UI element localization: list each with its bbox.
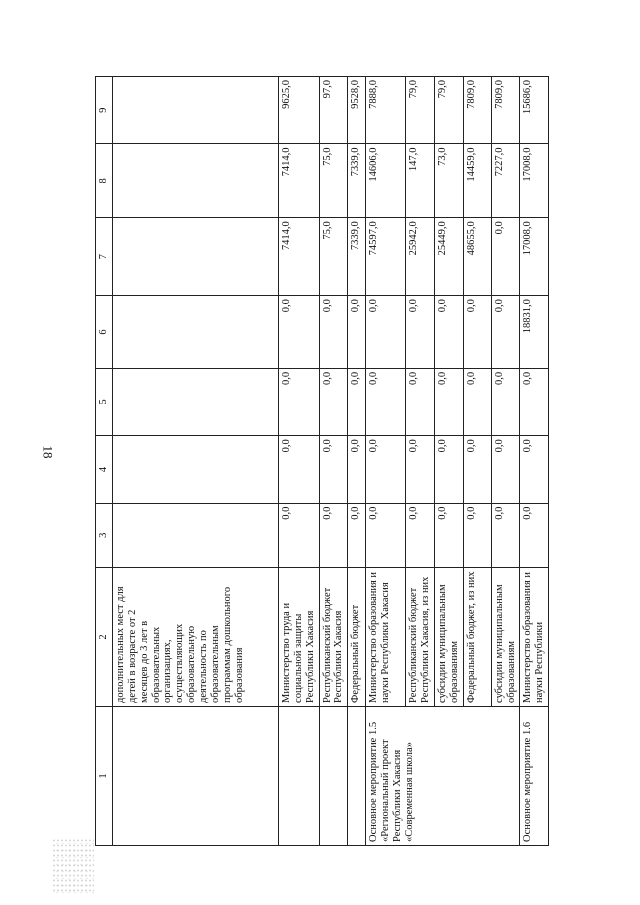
row-activity: Основное мероприятие 1.6 xyxy=(520,706,549,845)
row-value: 0,0 xyxy=(491,296,520,369)
row-value: 0,0 xyxy=(491,368,520,435)
table-row xyxy=(348,77,366,846)
row-value: 0,0 xyxy=(279,368,320,435)
row-funding-source: Министерство труда и социальной защиты Республики Хакасия xyxy=(279,567,320,706)
row-value: 7809,0 xyxy=(491,77,520,144)
row-value: 0,0 xyxy=(319,436,348,503)
row-value: 0,0 xyxy=(435,368,464,435)
row-funding-source: Республиканский бюджет Республики Хакасия, из них xyxy=(406,567,435,706)
row-value: 0,0 xyxy=(406,436,435,503)
header-col-5: 5 xyxy=(96,368,113,435)
table-row xyxy=(113,77,279,846)
row-value: 79,0 xyxy=(406,77,435,144)
rotated-table-wrapper xyxy=(95,76,546,846)
row-funding-source: субсидии муниципальным образованиям xyxy=(491,567,520,706)
row-activity: Основное мероприятие 1.5 «Региональный проект Республики Хакасия «Современная школа» xyxy=(366,706,520,845)
row-value: 73,0 xyxy=(435,144,464,218)
table-row xyxy=(279,77,320,846)
row-value: 0,0 xyxy=(348,503,366,567)
scan-noise xyxy=(52,838,94,894)
header-col-4: 4 xyxy=(96,436,113,503)
table-sheet xyxy=(95,76,546,846)
row-value: 0,0 xyxy=(348,368,366,435)
row-value: 0,0 xyxy=(406,296,435,369)
row-value: 0,0 xyxy=(319,296,348,369)
row-value xyxy=(113,503,279,567)
row-activity xyxy=(279,706,320,845)
row-funding-source: субсидии муниципальным образованиям xyxy=(435,567,464,706)
row-value: 14606,0 xyxy=(366,144,406,218)
row-value: 0,0 xyxy=(463,296,491,369)
row-value: 0,0 xyxy=(366,436,406,503)
row-activity xyxy=(319,706,348,845)
row-value: 7414,0 xyxy=(279,218,320,296)
row-value: 0,0 xyxy=(279,503,320,567)
row-funding-source: Министерство образования и науки Республики Хакасия xyxy=(366,567,406,706)
header-col-1: 1 xyxy=(96,706,113,845)
row-value: 7339,0 xyxy=(348,144,366,218)
row-value: 0,0 xyxy=(463,503,491,567)
row-value: 0,0 xyxy=(435,436,464,503)
row-value: 0,0 xyxy=(366,296,406,369)
row-value: 0,0 xyxy=(491,218,520,296)
row-value: 0,0 xyxy=(319,368,348,435)
row-value: 0,0 xyxy=(463,368,491,435)
row-value: 18831,0 xyxy=(520,296,549,369)
row-value: 0,0 xyxy=(520,503,549,567)
row-value xyxy=(113,436,279,503)
row-value: 0,0 xyxy=(319,503,348,567)
row-value xyxy=(113,296,279,369)
row-value: 25942,0 xyxy=(406,218,435,296)
header-col-2: 2 xyxy=(96,567,113,706)
row-value: 0,0 xyxy=(491,436,520,503)
row-value xyxy=(113,218,279,296)
table-row xyxy=(319,77,348,846)
row-value: 7414,0 xyxy=(279,144,320,218)
row-value: 0,0 xyxy=(366,503,406,567)
row-value: 0,0 xyxy=(366,368,406,435)
header-col-8: 8 xyxy=(96,144,113,218)
row-value: 74597,0 xyxy=(366,218,406,296)
budget-table xyxy=(95,76,549,846)
row-value: 7339,0 xyxy=(348,218,366,296)
row-value: 0,0 xyxy=(435,503,464,567)
table-row xyxy=(366,77,406,846)
header-col-9: 9 xyxy=(96,77,113,144)
row-value: 0,0 xyxy=(279,436,320,503)
row-funding-source: Министерство образования и науки Республики xyxy=(520,567,549,706)
row-funding-source: Федеральный бюджет, из них xyxy=(463,567,491,706)
row-value: 0,0 xyxy=(463,436,491,503)
row-value: 79,0 xyxy=(435,77,464,144)
row-value: 0,0 xyxy=(279,296,320,369)
row-value: 17008,0 xyxy=(520,218,549,296)
row-value: 48655,0 xyxy=(463,218,491,296)
row-funding-source: дополнительных мест для детей в возрасте от 2 месяцев до 3 лет в образовательных организациях, осуществляющих образовательную деятельность по образовательным программам дошкольного образования xyxy=(113,567,279,706)
row-value: 17008,0 xyxy=(520,144,549,218)
row-value: 25449,0 xyxy=(435,218,464,296)
row-value: 7227,0 xyxy=(491,144,520,218)
row-value: 0,0 xyxy=(406,368,435,435)
row-funding-source: Республиканский бюджет Республики Хакасия xyxy=(319,567,348,706)
header-col-3: 3 xyxy=(96,503,113,567)
row-activity xyxy=(113,706,279,845)
header-col-7: 7 xyxy=(96,218,113,296)
row-value: 97,0 xyxy=(319,77,348,144)
row-value xyxy=(113,368,279,435)
page-number: 18 xyxy=(40,445,56,459)
row-value: 147,0 xyxy=(406,144,435,218)
row-value: 75,0 xyxy=(319,218,348,296)
header-col-6: 6 xyxy=(96,296,113,369)
row-value xyxy=(113,144,279,218)
row-value: 0,0 xyxy=(435,296,464,369)
row-value: 0,0 xyxy=(348,296,366,369)
row-value: 0,0 xyxy=(491,503,520,567)
row-value: 7888,0 xyxy=(366,77,406,144)
row-value: 7809,0 xyxy=(463,77,491,144)
row-value xyxy=(113,77,279,144)
row-activity xyxy=(348,706,366,845)
table-row xyxy=(520,77,549,846)
row-value: 0,0 xyxy=(348,436,366,503)
row-value: 14459,0 xyxy=(463,144,491,218)
row-value: 0,0 xyxy=(520,436,549,503)
row-value: 9625,0 xyxy=(279,77,320,144)
row-value: 15686,0 xyxy=(520,77,549,144)
row-value: 75,0 xyxy=(319,144,348,218)
row-value: 9528,0 xyxy=(348,77,366,144)
header-row xyxy=(96,77,113,846)
row-value: 0,0 xyxy=(520,368,549,435)
row-value: 0,0 xyxy=(406,503,435,567)
row-funding-source: Федеральный бюджет xyxy=(348,567,366,706)
